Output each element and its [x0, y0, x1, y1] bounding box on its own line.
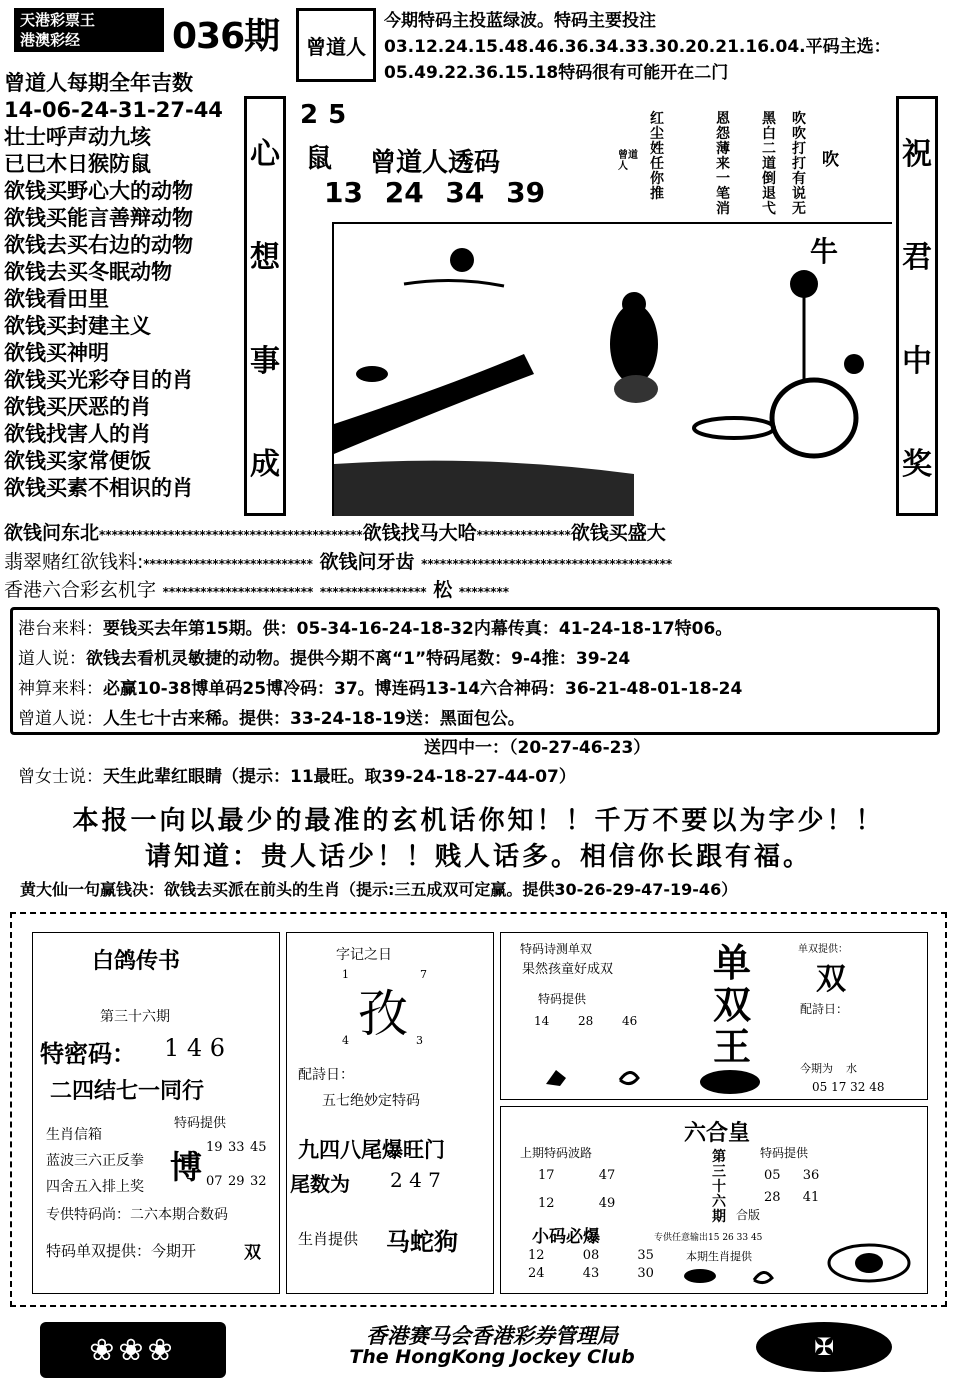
picture-cow-char: 牛: [810, 235, 839, 268]
top-note: 今期特码主投蓝绿波。特码主要投注03.12.24.15.48.46.36.34.33.30.20.21.16.04.平码主选：05.49.22.36.15.18特码很有可能开在二门: [384, 11, 891, 83]
vase-icon: [772, 380, 856, 456]
panel-d-nums2: [538, 1196, 615, 1211]
right-scroll-char: 祝: [902, 136, 932, 172]
flower-icon: [790, 270, 818, 298]
panel-c-bottom-val: 水: [846, 1062, 857, 1075]
lotus-icon: [356, 366, 388, 382]
info-line: [18, 704, 525, 729]
panel-b-char: 孜: [358, 985, 408, 1043]
panel-d-number: 12: [528, 1248, 545, 1263]
panel-d-number: 49: [598, 1196, 616, 1211]
poem-column-1: 吹吹打打有说无: [792, 111, 806, 217]
grid-number: 19: [206, 1140, 223, 1155]
panel-d-number: 47: [598, 1168, 616, 1183]
left-clue-item: 欲钱找害人的肖: [4, 422, 151, 446]
rooster-icon: [546, 1070, 566, 1086]
left-clue-item: 14-06-24-31-27-44: [4, 98, 223, 122]
cloud-emblem-icon: ❀❀❀: [89, 1332, 177, 1368]
panel-a-row3: 四舍五入排上奖: [46, 1179, 144, 1195]
right-scroll-char: 中: [902, 343, 932, 379]
left-clue-item: 欲钱买家常便饭: [4, 449, 151, 473]
info-line: [18, 762, 576, 787]
info-value: 要钱买去年第15期。供：05-34-16-24-18-32内幕传真：41-24-18-17特06。: [103, 619, 733, 639]
panel-b-tail-label: 尾数为: [290, 1172, 350, 1196]
panel-d-number: 30: [637, 1266, 654, 1281]
right-scroll-char: 君: [902, 240, 932, 276]
panel-d-number: 24: [528, 1266, 545, 1281]
panel-a-row4: 专供特码尚：二六本期合数码: [46, 1207, 228, 1223]
panel-d-number: 43: [582, 1266, 600, 1281]
left-clue-item: 欲钱去买冬眠动物: [4, 260, 172, 284]
left-clue-item: 欲钱去买右边的动物: [4, 233, 193, 257]
panel-b-poem-label: 配詩日：: [298, 1067, 354, 1083]
panel-d-number: 28: [764, 1190, 781, 1205]
clue-line-2: [4, 547, 672, 574]
panel-b-zodiac: 马蛇狗: [386, 1227, 458, 1256]
panel-c-number: 46: [622, 1014, 638, 1028]
footer-logo-right: [756, 1322, 892, 1372]
clue-3b: 松: [433, 579, 453, 601]
left-clue-item: 欲钱买厌恶的肖: [4, 395, 151, 419]
panel-a-grid-title: 特码提供: [174, 1116, 227, 1131]
slogan-2: 请知道：贵人话少！！贱人话多。相信你长跟有福。: [144, 842, 812, 872]
clue-2a: 翡翠赌红欲钱料:: [4, 551, 144, 573]
ink-drawing: [332, 222, 892, 516]
stars-3a: ************************: [162, 585, 314, 599]
picture-number: 25: [300, 100, 357, 130]
panel-d-small-note: 专供任意输出15 26 33 45: [654, 1233, 763, 1243]
basket-icon: [614, 375, 658, 403]
ornament-icon: ✠: [813, 1333, 835, 1361]
left-clue-item: 壮士呼声动九垓: [4, 125, 151, 149]
panel-d-number: 12: [538, 1196, 555, 1211]
stars-1b: ***************: [476, 528, 571, 542]
left-clue-item: 欲钱买神明: [4, 341, 109, 365]
info-line: [18, 644, 630, 669]
badge-logo: [296, 8, 376, 82]
stars-3b: *****************: [319, 585, 427, 599]
left-clue-item: 欲钱买光彩夺目的肖: [4, 368, 193, 392]
panel-d-title: 六合皇: [684, 1120, 751, 1146]
slogan-1: 本报一向以最少的最准的玄机话你知！！千万不要以为字少！！: [72, 806, 885, 836]
grid-number: 45: [250, 1140, 267, 1155]
left-scroll-char: 想: [250, 240, 280, 276]
info-line: [18, 674, 742, 699]
panel-d-number: 35: [637, 1248, 654, 1263]
panel-a-issue: 第三十六期: [100, 1009, 170, 1025]
stars-2a: ***************************: [143, 557, 313, 571]
logo-line-1: 天港彩票王: [20, 11, 96, 29]
lucky-emblem-icon: [696, 1068, 764, 1096]
panel-d-nums5: [528, 1248, 654, 1263]
left-scroll-char: 心: [250, 136, 280, 172]
panel-c-title: 特码诗测单双: [520, 942, 593, 956]
poem-column-2: 黑白二道倒退弋: [762, 111, 776, 217]
panel-d-number: 17: [538, 1168, 555, 1183]
left-clue-item: 欲钱买素不相识的肖: [4, 476, 193, 500]
left-clue-item: 曾道人每期全年吉数: [4, 71, 193, 95]
moon-icon: [450, 248, 474, 272]
picture-codes: 13 24 34 39: [324, 176, 546, 209]
panel-c-big-char: 单: [712, 940, 751, 985]
badge-text: 曾道人: [306, 34, 366, 59]
left-clue-item: 已巳木日猴防鼠: [4, 152, 151, 176]
panel-c-right-title: 单双提供：: [798, 944, 848, 955]
poem-column-3: 恩怨薄来一笔消: [716, 111, 730, 217]
panel-d-tema-title: 特码提供: [760, 1146, 809, 1160]
info-key: 曾女士说：: [18, 767, 103, 787]
stars-3c: ********: [458, 585, 510, 599]
clue-1c: 欲钱买盛大: [570, 522, 666, 544]
panel-a-row5: 特码单双提供：今期开: [46, 1242, 197, 1260]
panel-b-title: 字记之日: [336, 947, 392, 963]
grid-number: 32: [250, 1174, 267, 1189]
info-line: [424, 733, 650, 758]
left-scroll-char: 事: [250, 343, 280, 379]
horse-icon: [684, 1269, 716, 1283]
footer-title: 香港赛马会香港彩券管理局: [366, 1323, 618, 1348]
panel-d-number: 08: [582, 1248, 600, 1263]
left-clue-list: [4, 70, 240, 502]
left-scroll-char: 成: [250, 447, 280, 483]
grid-number: 33: [228, 1140, 245, 1155]
grid-number: 29: [228, 1174, 245, 1189]
panel-c-big-char: 王: [712, 1024, 751, 1069]
panel-a-tema: 1 4 6: [164, 1034, 226, 1062]
scene-illustration: [334, 224, 892, 516]
stars-1a: ******************************************: [99, 528, 363, 542]
huang-line: 黄大仙一句赢钱决：欲钱去买派在前头的生肖（提示:三五成双可定赢。提供30-26-29-47-19-46）: [20, 880, 738, 899]
panel-b-tail-nums: 2 4 7: [390, 1168, 441, 1192]
picture-title: 曾道人透码: [370, 148, 501, 178]
info-value: 天生此辈红眼睛（提示：11最旺。取39-24-18-27-44-07）: [103, 767, 576, 787]
panel-b-poem: 五七绝妙定特码: [322, 1093, 420, 1109]
clue-1a: 欲钱问东北: [4, 522, 100, 544]
picture-blow-char: 吹: [822, 150, 839, 170]
info-key: 神算来料：: [18, 679, 103, 699]
tray-icon: [694, 418, 774, 438]
panel-c-right-big: 双: [816, 962, 846, 997]
panel-c-verse-label: 配詩日：: [800, 1002, 849, 1016]
snake-icon: [620, 1072, 638, 1083]
panel-a-row2: 蓝波三六正反拳: [46, 1153, 144, 1169]
left-scroll: [244, 96, 286, 516]
footer-logo-left: [40, 1322, 226, 1378]
footer-english: The HongKong Jockey Club: [349, 1346, 635, 1368]
panel-d-small: 小码必爆: [532, 1227, 600, 1247]
snake-icon: [754, 1272, 772, 1282]
panel-b-n7: 7: [420, 968, 427, 981]
panel-b-n3: 3: [416, 1034, 423, 1047]
panel-b-n4: 4: [342, 1034, 349, 1047]
zodiac-animal-icons: [676, 1262, 796, 1288]
panel-a-tema-label: 特密码：: [40, 1039, 136, 1068]
grid-number: 07: [206, 1174, 223, 1189]
info-key: 曾道人说：: [18, 709, 103, 729]
panel-d-nums1: [538, 1168, 615, 1183]
panel-d-nums4: [764, 1190, 819, 1205]
panel-c-big-char: 双: [712, 982, 751, 1027]
panel-b-tail: 九四八尾爆旺门: [298, 1138, 445, 1162]
panel-d-zodiac-title: 本期生肖提供: [686, 1250, 752, 1263]
panel-c-big: [686, 940, 778, 1069]
panel-c-number: 28: [578, 1014, 594, 1028]
panel-a-bo: 博: [170, 1148, 203, 1186]
clue-2b: 欲钱问牙齿: [319, 551, 415, 573]
right-scroll-char: 奖: [902, 447, 932, 483]
stars-2b: ****************************************: [421, 557, 673, 571]
panel-d-number: 41: [802, 1190, 820, 1205]
info-value: 人生七十古来稀。提供：33-24-18-19送：黑面包公。: [103, 709, 525, 729]
info-value: 送四中一：（20-27-46-23）: [424, 738, 651, 758]
left-clue-item: 欲钱买野心大的动物: [4, 179, 193, 203]
panel-c-sub: 特码提供: [538, 992, 587, 1006]
panel-d-last-wave: 上期特码波路: [520, 1146, 593, 1160]
rooster-snake-icons: [538, 1060, 648, 1090]
left-clue-item: 欲钱买封建主义: [4, 314, 151, 338]
panel-a-verse: 二四结七一同行: [50, 1078, 205, 1104]
clue-line-1: [4, 518, 666, 545]
panel-c-number: 14: [534, 1014, 550, 1028]
panel-a-row5b: 双: [244, 1243, 261, 1263]
panel-d-number: 05: [764, 1168, 781, 1183]
panel-d-number: 36: [802, 1168, 820, 1183]
panel-c-bottom-nums: 05 17 32 48: [812, 1080, 885, 1094]
panel-b-zodiac-label: 生肖提供: [298, 1230, 359, 1248]
panel-d-issue: 第三十六期: [712, 1149, 726, 1225]
clue-3a: 香港六合彩玄机字: [4, 579, 157, 601]
right-scroll: [896, 96, 938, 516]
panel-b-n1: 1: [342, 968, 349, 981]
picture-zodiac: 鼠: [306, 144, 333, 174]
logo-line-2: 港澳彩经: [20, 31, 81, 49]
left-clue-item: 欲钱看田里: [4, 287, 109, 311]
emblem-seal-icon: [824, 1240, 914, 1286]
issue-number: 036期: [172, 16, 280, 57]
info-key: 道人说：: [18, 649, 86, 669]
poem-column-4: 红尘姓任你推: [650, 111, 664, 202]
panel-d-nums3: [764, 1168, 819, 1183]
left-clue-item: 欲钱买能言善辩动物: [4, 206, 193, 230]
info-value: 欲钱去看机灵敏捷的动物。提供今期不离“1”特码尾数：9-4推：39-24: [86, 649, 631, 669]
info-value: 必赢10-38博单码25博冷码：37。博连码13-14六合神码：36-21-48-01-18-24: [103, 679, 743, 699]
panel-c-bottom-label: 今期为: [800, 1062, 833, 1075]
panel-a-title: 白鸽传书: [92, 948, 181, 974]
clue-1b: 欲钱找马大哈: [362, 522, 477, 544]
panel-d-type: 合版: [736, 1208, 761, 1222]
panel-d-nums6: [528, 1266, 654, 1281]
info-key: 港台来料：: [18, 619, 103, 639]
panel-a-row1: 生肖信箱: [46, 1127, 102, 1143]
info-line: [18, 614, 732, 639]
poem-signature: 曾道人: [618, 150, 638, 172]
clue-line-3: [4, 575, 509, 602]
panel-c-poem: 果然孩童好成双: [522, 962, 614, 977]
logo-box: [14, 8, 164, 52]
